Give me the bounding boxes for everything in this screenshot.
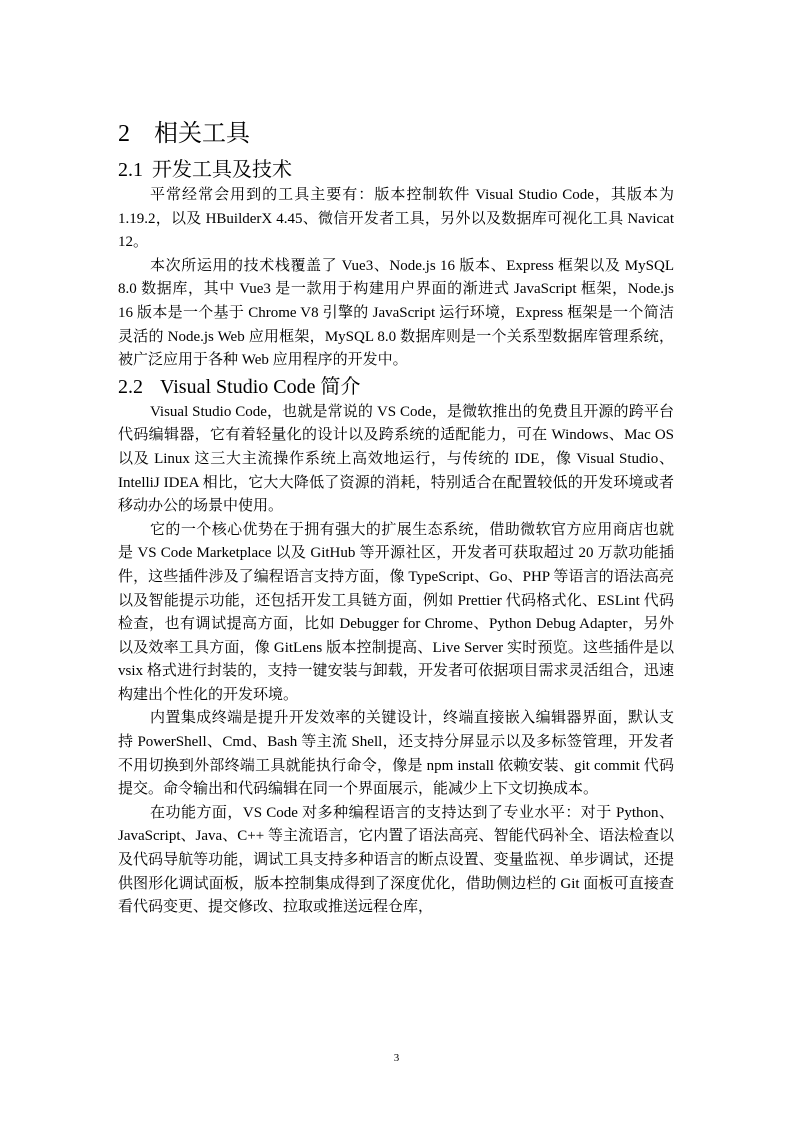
- chapter-title: 相关工具: [154, 121, 250, 147]
- section-heading-2-2: [118, 373, 674, 401]
- chapter-number: 2: [118, 121, 130, 147]
- paragraph: 内置集成终端是提升开发效率的关键设计，终端直接嵌入编辑器界面，默认支持 PowerShell、Cmd、Bash 等主流 Shell，还支持分屏显示以及多标签管理，开发者不用切换到外部终端工具就能执行命令，像是 npm install 依赖安装、git commit 代码提交。命令输出和代码编辑在同一个界面展示，能减少上下文切换成本。: [118, 710, 674, 798]
- paragraph: 平常经常会用到的工具主要有：版本控制软件 Visual Studio Code，其版本为 1.19.2，以及 HBuilderX 4.45、微信开发者工具，另外以及数据库可视化工具 Navicat 12。: [118, 187, 674, 251]
- section-number: 2.2: [118, 375, 143, 398]
- paragraph: 本次所运用的技术栈覆盖了 Vue3、Node.js 16 版本、Express 框架以及 MySQL 8.0 数据库，其中 Vue3 是一款用于构建用户界面的渐进式 JavaScript 框架，Node.js 16 版本是一个基于 Chrome V8 引擎的 JavaScript 运行环境，Express 框架是一个简洁灵活的 Node.js Web 应用框架，MySQL 8.0 数据库则是一个关系型数据库管理系统，被广泛应用于各种 Web 应用程序的开发中。: [118, 257, 674, 369]
- section-title: Visual Studio Code 简介: [160, 375, 361, 398]
- paragraph: Visual Studio Code，也就是常说的 VS Code，是微软推出的免费且开源的跨平台代码编辑器，它有着轻量化的设计以及跨系统的适配能力，可在 Windows、Mac OS 以及 Linux 这三大主流操作系统上高效地运行，与传统的 IDE，像 Visual Studio、IntelliJ IDEA 相比，它大大降低了资源的消耗，特别适合在配置较低的开发环境或者移动办公的场景中使用。: [118, 403, 674, 515]
- section-title: 开发工具及技术: [152, 159, 292, 181]
- section-heading-2-1: [118, 156, 674, 184]
- paragraph: 它的一个核心优势在于拥有强大的扩展生态系统，借助微软官方应用商店也就是 VS Code Marketplace 以及 GitHub 等开源社区，开发者可获取超过 20 万款功能插件，这些插件涉及了编程语言支持方面，像 TypeScript、Go、PHP 等语言的语法高亮以及智能提示功能，还包括开发工具链方面，例如 Prettier 代码格式化、ESLint 代码检查，也有调试提高方面，比如 Debugger for Chrome、Python Debug Adapter，另外以及效率工具方面，像 GitLens 版本控制提高、Live Server 实时预览。这些插件是以 vsix 格式进行封装的，支持一键安装与卸载，开发者可依据项目需求灵活组合，迅速构建出个性化的开发环境。: [118, 521, 674, 703]
- chapter-heading: [118, 112, 674, 156]
- paragraph: 在功能方面，VS Code 对多种编程语言的支持达到了专业水平：对于 Python、JavaScript、Java、C++ 等主流语言，它内置了语法高亮、智能代码补全、语法检查以及代码导航等功能，调试工具支持多种语言的断点设置、变量监视、单步调试，还提供图形化调试面板，版本控制集成得到了深度优化，借助侧边栏的 Git 面板可直接查看代码变更、提交修改、拉取或推送远程仓库，: [118, 804, 674, 916]
- page-content: [118, 112, 674, 920]
- page-number: 3: [393, 1052, 400, 1064]
- section-number: 2.1: [118, 159, 143, 181]
